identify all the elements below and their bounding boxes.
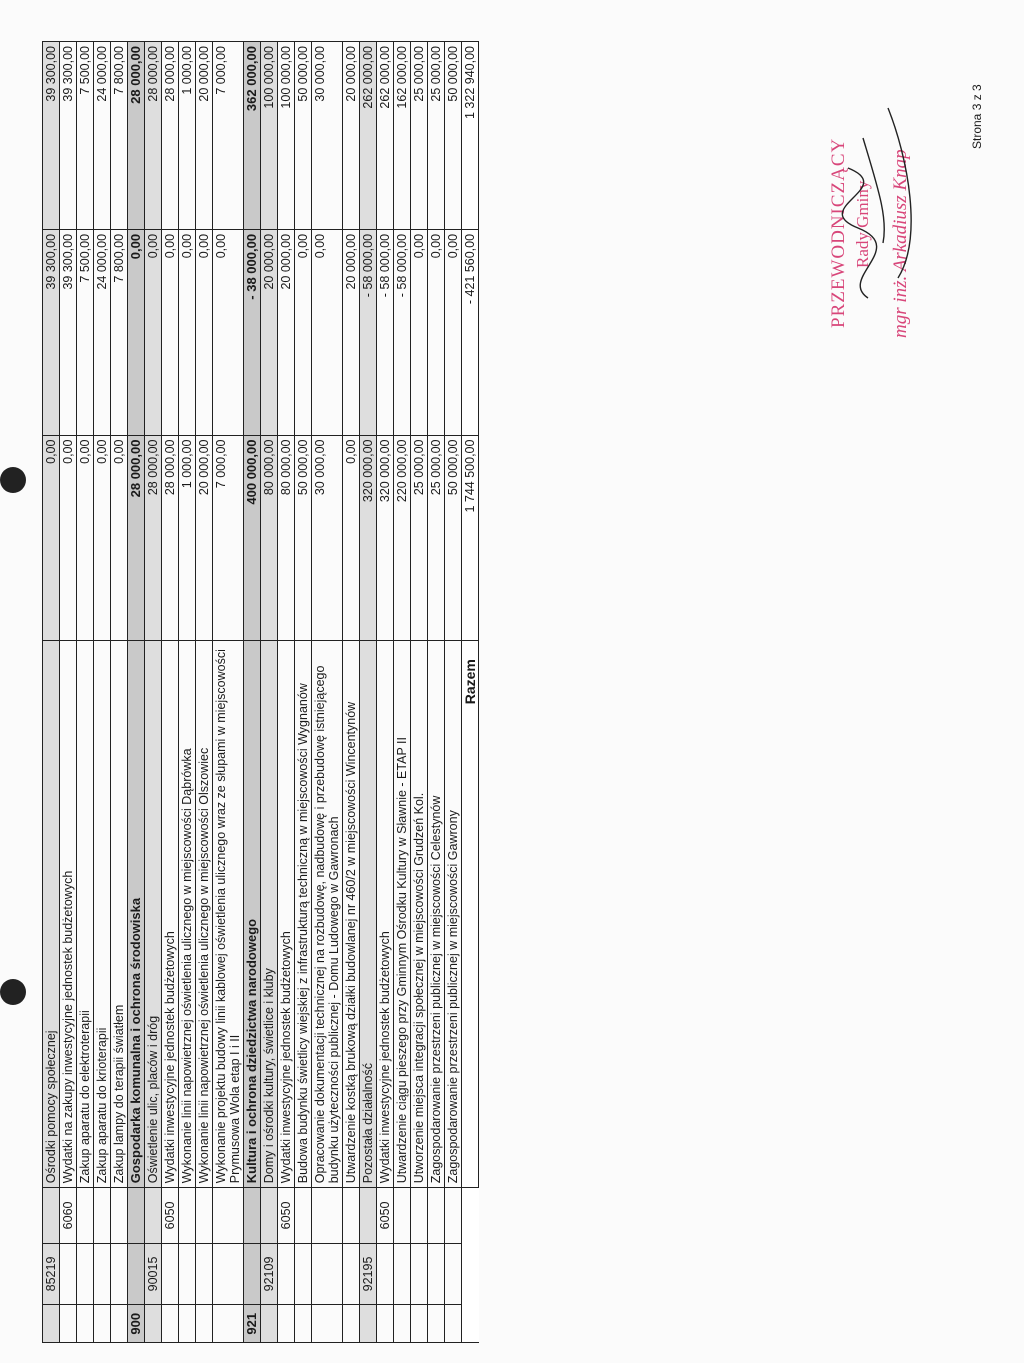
paragraf-cell bbox=[213, 1188, 244, 1243]
paragraf-cell bbox=[94, 1188, 111, 1243]
paragraf-cell bbox=[179, 1188, 196, 1243]
change-value-cell: 20 000,00 bbox=[343, 229, 360, 435]
description-cell: Zakup aparatu do krioterapii bbox=[94, 641, 111, 1188]
plan-value-cell: 0,00 bbox=[94, 435, 111, 641]
paragraf-cell bbox=[445, 1188, 462, 1243]
after-change-value-cell: 28 000,00 bbox=[145, 42, 162, 230]
change-value-cell: - 58 000,00 bbox=[360, 229, 377, 435]
plan-value-cell: 0,00 bbox=[111, 435, 128, 641]
table-row bbox=[312, 42, 343, 1343]
table-row bbox=[213, 42, 244, 1343]
total-label: Razem bbox=[462, 641, 479, 1188]
plan-value-cell: 25 000,00 bbox=[428, 435, 445, 641]
rozdzial-cell: 92195 bbox=[360, 1243, 377, 1305]
dzial-cell bbox=[94, 1305, 111, 1343]
change-value-cell: 0,00 bbox=[179, 229, 196, 435]
rozdzial-cell bbox=[244, 1243, 261, 1305]
dzial-cell bbox=[343, 1305, 360, 1343]
stamp-name: mgr inż. Arkadiusz Knap bbox=[890, 149, 911, 338]
dzial-cell bbox=[43, 1305, 60, 1343]
dzial-cell bbox=[278, 1305, 295, 1343]
description-cell: Wydatki inwestycyjne jednostek budżetowych bbox=[278, 641, 295, 1188]
paragraf-cell: 6060 bbox=[60, 1188, 77, 1243]
rozdzial-cell bbox=[278, 1243, 295, 1305]
change-value-cell: 0,00 bbox=[145, 229, 162, 435]
after-change-value-cell: 20 000,00 bbox=[196, 42, 213, 230]
dzial-cell bbox=[196, 1305, 213, 1343]
plan-value-cell: 25 000,00 bbox=[411, 435, 428, 641]
dzial-cell bbox=[428, 1305, 445, 1343]
table-row bbox=[428, 42, 445, 1343]
dzial-cell bbox=[411, 1305, 428, 1343]
handwritten-signature bbox=[828, 98, 938, 338]
paragraf-cell bbox=[394, 1188, 411, 1243]
plan-value-cell: 320 000,00 bbox=[360, 435, 377, 641]
plan-value-cell: 0,00 bbox=[43, 435, 60, 641]
paragraf-cell bbox=[43, 1188, 60, 1243]
change-value-cell: - 58 000,00 bbox=[377, 229, 394, 435]
paragraf-cell bbox=[312, 1188, 343, 1243]
plan-value-cell: 50 000,00 bbox=[445, 435, 462, 641]
dzial-cell bbox=[145, 1305, 162, 1343]
total-after-change-value: 1 322 940,00 bbox=[462, 42, 479, 230]
table-row bbox=[360, 42, 377, 1343]
rozdzial-cell bbox=[196, 1243, 213, 1305]
description-cell: Wydatki inwestycyjne jednostek budżetowych bbox=[162, 641, 179, 1188]
description-cell: Wykonanie projektu budowy linii kablowej oświetlenia ulicznego wraz ze słupami w miejscowości Prymusowa Wola etap I i II bbox=[213, 641, 244, 1188]
description-cell: Budowa budynku świetlicy wiejskiej z infrastrukturą techniczną w miejscowości Wygnanów bbox=[295, 641, 312, 1188]
paragraf-cell bbox=[411, 1188, 428, 1243]
rozdzial-cell: 92109 bbox=[261, 1243, 278, 1305]
rozdzial-cell bbox=[60, 1243, 77, 1305]
rozdzial-cell bbox=[445, 1243, 462, 1305]
description-cell: Ośrodki pomocy społecznej bbox=[43, 641, 60, 1188]
dzial-cell bbox=[60, 1305, 77, 1343]
page-number: Strona 3 z 3 bbox=[970, 84, 984, 149]
dzial-cell bbox=[295, 1305, 312, 1343]
blank-cell bbox=[462, 1188, 479, 1343]
plan-value-cell: 0,00 bbox=[77, 435, 94, 641]
table-row bbox=[278, 42, 295, 1343]
rozdzial-cell bbox=[295, 1243, 312, 1305]
rozdzial-cell: 85219 bbox=[43, 1243, 60, 1305]
description-cell: Pozostała działalność bbox=[360, 641, 377, 1188]
dzial-cell bbox=[360, 1305, 377, 1343]
table-row bbox=[394, 42, 411, 1343]
table-row bbox=[295, 42, 312, 1343]
plan-value-cell: 0,00 bbox=[60, 435, 77, 641]
dzial-cell: 900 bbox=[128, 1305, 145, 1343]
paragraf-cell: 6050 bbox=[162, 1188, 179, 1243]
table-row bbox=[411, 42, 428, 1343]
description-cell: Wydatki na zakupy inwestycyjne jednostek budżetowych bbox=[60, 641, 77, 1188]
table-row bbox=[261, 42, 278, 1343]
description-cell: Oświetlenie ulic, placów i dróg bbox=[145, 641, 162, 1188]
after-change-value-cell: 7 000,00 bbox=[213, 42, 244, 230]
budget-table bbox=[42, 41, 479, 1343]
change-value-cell: 0,00 bbox=[295, 229, 312, 435]
plan-value-cell: 20 000,00 bbox=[196, 435, 213, 641]
description-cell: Wykonanie linii napowietrznej oświetlenia ulicznego w miejscowości Dąbrówka bbox=[179, 641, 196, 1188]
plan-value-cell: 80 000,00 bbox=[261, 435, 278, 641]
change-value-cell: 20 000,00 bbox=[278, 229, 295, 435]
plan-value-cell: 28 000,00 bbox=[128, 435, 145, 641]
rozdzial-cell bbox=[213, 1243, 244, 1305]
description-cell: Gospodarka komunalna i ochrona środowiska bbox=[128, 641, 145, 1188]
change-value-cell: 0,00 bbox=[213, 229, 244, 435]
punch-hole bbox=[0, 979, 26, 1005]
table-row bbox=[445, 42, 462, 1343]
rozdzial-cell bbox=[179, 1243, 196, 1305]
table-row bbox=[128, 42, 145, 1343]
after-change-value-cell: 262 000,00 bbox=[377, 42, 394, 230]
after-change-value-cell: 262 000,00 bbox=[360, 42, 377, 230]
rozdzial-cell bbox=[111, 1243, 128, 1305]
change-value-cell: 20 000,00 bbox=[261, 229, 278, 435]
rozdzial-cell bbox=[77, 1243, 94, 1305]
change-value-cell: 0,00 bbox=[128, 229, 145, 435]
paragraf-cell bbox=[360, 1188, 377, 1243]
after-change-value-cell: 20 000,00 bbox=[343, 42, 360, 230]
after-change-value-cell: 100 000,00 bbox=[278, 42, 295, 230]
after-change-value-cell: 100 000,00 bbox=[261, 42, 278, 230]
rozdzial-cell bbox=[377, 1243, 394, 1305]
after-change-value-cell: 7 500,00 bbox=[77, 42, 94, 230]
dzial-cell bbox=[312, 1305, 343, 1343]
after-change-value-cell: 162 000,00 bbox=[394, 42, 411, 230]
rozdzial-cell: 90015 bbox=[145, 1243, 162, 1305]
dzial-cell bbox=[162, 1305, 179, 1343]
description-cell: Zagospodarowanie przestrzeni publicznej w miejscowości Gawrony bbox=[445, 641, 462, 1188]
change-value-cell: 24 000,00 bbox=[94, 229, 111, 435]
description-cell: Zakup aparatu do elektroterapii bbox=[77, 641, 94, 1188]
change-value-cell: 7 800,00 bbox=[111, 229, 128, 435]
dzial-cell bbox=[445, 1305, 462, 1343]
plan-value-cell: 220 000,00 bbox=[394, 435, 411, 641]
description-cell: Utwardzenie ciągu pieszego przy Gminnym Ośrodku Kultury w Sławnie - ETAP II bbox=[394, 641, 411, 1188]
rozdzial-cell bbox=[94, 1243, 111, 1305]
plan-value-cell: 0,00 bbox=[343, 435, 360, 641]
after-change-value-cell: 7 800,00 bbox=[111, 42, 128, 230]
total-change-value: - 421 560,00 bbox=[462, 229, 479, 435]
table-row bbox=[43, 42, 60, 1343]
plan-value-cell: 50 000,00 bbox=[295, 435, 312, 641]
rozdzial-cell bbox=[394, 1243, 411, 1305]
after-change-value-cell: 25 000,00 bbox=[428, 42, 445, 230]
change-value-cell: - 38 000,00 bbox=[244, 229, 261, 435]
dzial-cell bbox=[377, 1305, 394, 1343]
plan-value-cell: 80 000,00 bbox=[278, 435, 295, 641]
after-change-value-cell: 39 300,00 bbox=[60, 42, 77, 230]
after-change-value-cell: 28 000,00 bbox=[128, 42, 145, 230]
description-cell: Domy i ośrodki kultury, świetlice i kluby bbox=[261, 641, 278, 1188]
total-row bbox=[462, 42, 479, 1343]
description-cell: Opracowanie dokumentacji technicznej na rozbudowę, nadbudowę i przebudowę istniejącego budynku użyteczności publicznej - Domu Ludowego w Gawronach bbox=[312, 641, 343, 1188]
table-row bbox=[196, 42, 213, 1343]
table-row bbox=[162, 42, 179, 1343]
dzial-cell bbox=[77, 1305, 94, 1343]
paragraf-cell bbox=[295, 1188, 312, 1243]
plan-value-cell: 7 000,00 bbox=[213, 435, 244, 641]
rozdzial-cell bbox=[162, 1243, 179, 1305]
paragraf-cell bbox=[145, 1188, 162, 1243]
dzial-cell bbox=[111, 1305, 128, 1343]
table-row bbox=[244, 42, 261, 1343]
paragraf-cell bbox=[77, 1188, 94, 1243]
after-change-value-cell: 28 000,00 bbox=[162, 42, 179, 230]
paragraf-cell bbox=[261, 1188, 278, 1243]
after-change-value-cell: 39 300,00 bbox=[43, 42, 60, 230]
dzial-cell bbox=[213, 1305, 244, 1343]
table-row bbox=[145, 42, 162, 1343]
stamp-title: PRZEWODNICZĄCY bbox=[828, 137, 849, 328]
description-cell: Zakup lampy do terapii światłem bbox=[111, 641, 128, 1188]
rozdzial-cell bbox=[128, 1243, 145, 1305]
paragraf-cell bbox=[428, 1188, 445, 1243]
paragraf-cell bbox=[111, 1188, 128, 1243]
total-plan-value: 1 744 500,00 bbox=[462, 435, 479, 641]
dzial-cell bbox=[394, 1305, 411, 1343]
rozdzial-cell bbox=[343, 1243, 360, 1305]
plan-value-cell: 28 000,00 bbox=[162, 435, 179, 641]
change-value-cell: 0,00 bbox=[411, 229, 428, 435]
after-change-value-cell: 25 000,00 bbox=[411, 42, 428, 230]
table-row bbox=[60, 42, 77, 1343]
table-row bbox=[343, 42, 360, 1343]
plan-value-cell: 28 000,00 bbox=[145, 435, 162, 641]
paragraf-cell: 6050 bbox=[278, 1188, 295, 1243]
change-value-cell: 0,00 bbox=[428, 229, 445, 435]
stamp-subtitle: Rady Gminy bbox=[853, 180, 872, 268]
description-cell: Utwardzenie kostką brukową działki budowlanej nr 460/2 w miejscowości Wincentynów bbox=[343, 641, 360, 1188]
rozdzial-cell bbox=[428, 1243, 445, 1305]
description-cell: Kultura i ochrona dziedzictwa narodowego bbox=[244, 641, 261, 1188]
paragraf-cell: 6050 bbox=[377, 1188, 394, 1243]
description-cell: Utworzenie miejsca integracji społecznej w miejscowości Grudzeń Kol. bbox=[411, 641, 428, 1188]
paragraf-cell bbox=[244, 1188, 261, 1243]
dzial-cell: 921 bbox=[244, 1305, 261, 1343]
change-value-cell: 39 300,00 bbox=[60, 229, 77, 435]
paragraf-cell bbox=[343, 1188, 360, 1243]
table-row bbox=[377, 42, 394, 1343]
change-value-cell: 39 300,00 bbox=[43, 229, 60, 435]
change-value-cell: 7 500,00 bbox=[77, 229, 94, 435]
after-change-value-cell: 50 000,00 bbox=[445, 42, 462, 230]
punch-hole bbox=[0, 467, 26, 493]
rozdzial-cell bbox=[411, 1243, 428, 1305]
paragraf-cell bbox=[196, 1188, 213, 1243]
after-change-value-cell: 30 000,00 bbox=[312, 42, 343, 230]
dzial-cell bbox=[179, 1305, 196, 1343]
after-change-value-cell: 362 000,00 bbox=[244, 42, 261, 230]
after-change-value-cell: 1 000,00 bbox=[179, 42, 196, 230]
description-cell: Wydatki inwestycyjne jednostek budżetowych bbox=[377, 641, 394, 1188]
paragraf-cell bbox=[128, 1188, 145, 1243]
description-cell: Wykonanie linii napowietrznej oświetlenia ulicznego w miejscowości Olszowiec bbox=[196, 641, 213, 1188]
table-row bbox=[179, 42, 196, 1343]
plan-value-cell: 30 000,00 bbox=[312, 435, 343, 641]
plan-value-cell: 400 000,00 bbox=[244, 435, 261, 641]
change-value-cell: 0,00 bbox=[162, 229, 179, 435]
plan-value-cell: 320 000,00 bbox=[377, 435, 394, 641]
change-value-cell: 0,00 bbox=[196, 229, 213, 435]
after-change-value-cell: 24 000,00 bbox=[94, 42, 111, 230]
table-row bbox=[77, 42, 94, 1343]
change-value-cell: 0,00 bbox=[445, 229, 462, 435]
table-row bbox=[111, 42, 128, 1343]
table-row bbox=[94, 42, 111, 1343]
change-value-cell: - 58 000,00 bbox=[394, 229, 411, 435]
plan-value-cell: 1 000,00 bbox=[179, 435, 196, 641]
dzial-cell bbox=[261, 1305, 278, 1343]
rozdzial-cell bbox=[312, 1243, 343, 1305]
change-value-cell: 0,00 bbox=[312, 229, 343, 435]
description-cell: Zagospodarowanie przestrzeni publicznej w miejscowości Celestynów bbox=[428, 641, 445, 1188]
signature-stamp bbox=[828, 58, 938, 338]
after-change-value-cell: 50 000,00 bbox=[295, 42, 312, 230]
